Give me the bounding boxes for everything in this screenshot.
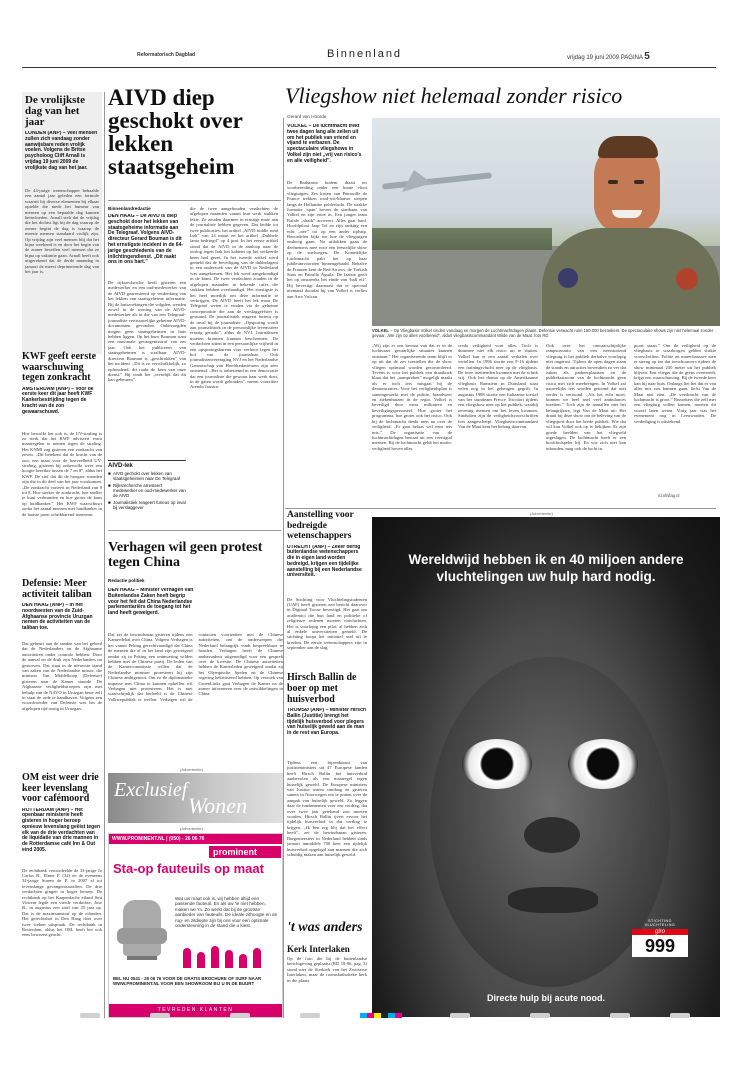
giro-logo-num: 999 [632,935,688,957]
china-lead: DEN HAAG – Minister Verhagen van Buitenlandse Zaken heeft begrip voor het feit dat China Nederlandse parlementariërs de toegang tot het land heeft geweigerd. [108,588,194,617]
kicker-block [22,92,102,354]
page-header [22,46,716,66]
color-bar [360,1013,402,1018]
print-mark [610,1013,630,1018]
kwf-headline: KWF geeft eerste waarschuwing tegen zonkracht [22,351,97,383]
wetenschappers-lead: UTRECHT (ANP) – Zeker dertig buitenlandse wetenschappers die in eigen land worden bedreigd, krijgen een tijdelijke aanstelling bij een Nederlandse universiteit. [287,544,362,579]
print-mark [150,1013,170,1018]
fauteuil-image [117,894,169,970]
wetenschappers-headline: Aanstelling voor bedreigde wetenschappers [287,510,354,541]
size-figures [179,944,279,968]
vliegshow-col-d: poort staan.” Om de veiligheid op de vliegbasis te waarborgen gelden strikte voorschriften. Politie en marechaussee zien er streng op toe dat toeschouwers tijdens de show minimaal 230 meter uit het publiek blijven. Een vlieger die de grens overtreedt, krijgt een waarschuwing. Bij de tweede keer kan hij naar huis. Onlangs liet het dat er van alles mis zou kunnen gaan, liefst Van de Maat niet zien. „De veerkracht van de luchtmacht is groot.” Bezoekers die zelf met een vliegtuig willen komen, moeten dit vooraf laten weten. Vorig jaar was het evenement nog in Leeuwarden. De verdediging is uitstekend. [634,343,716,424]
huisverbod-headline: Hirsch Ballin de boer op met huisverbod [287,672,357,705]
prominent-url[interactable]: WWW.PROMINENT.NL [112,836,165,842]
prominent-cta[interactable]: BEL NU 0541 - 26 06 76 VOOR DE GRATIS BROCHURE OF SURF NAAR WWW.PROMINENT.NL VOOR EEN SHOWROOM BIJ U IN DE BUURT [113,976,262,987]
giro-logo [632,919,688,977]
giro-tagline: Directe hulp bij acute nood. [486,993,605,1003]
china-body: Dat zei de bewindsman gisteren tijdens een Kamerdebat over China. Volgens Verhagen is het vanuit Peking gerechtvaardigd dat China de mensen die al in het land zijn geweigerd omdat zij in Peking een ontmoeting wilden hebben met de Chinese partij. De leden van de Kamercommissie willen dat de Nederlandse minister protesteert bij zijn Chinese ambtgenoot. Om zo de diplomatieke impasse met China te kunnen opheffen wil Verhagen niet protesteren. Het is niet waarschijnlijk dat bedoeld is de Chinese Volksrepubliek te treffen. Verhagen wil de contacten voortzetten met de Chinese autoriteiten, om de onderwerpen die Nederland belangrijk vindt bespreekbaar te houden. Verhagen heeft de Chinese ambassadeur uitgenodigd voor een gesprek over de kwestie. De Chinese autoriteiten hebben de Kamerleden geweigerd omdat zij het Olympische Spelen en de Chinese regering bekritiseerd hebben. Op verzoek van GroenLinks gaat Verhagen de Kamer na de zomer informeren over de ontwikkelingen in China. [108,632,283,702]
aivd-infobox-item: ■ Rijksrecherche arresteert medewerker en oud-medewerker van de AIVD [108,483,186,498]
ad-label: (Advertentie) [180,826,203,831]
page-number: 5 [644,51,650,62]
print-mark [80,1013,100,1018]
wonen-wordmark: Wonen [188,793,248,818]
photo-credit: foto RD [534,333,549,338]
ad-label: (Advertentie) [180,767,203,772]
vliegshow-headline: Vliegshow niet helemaal zonder risico [285,83,623,108]
aivd-headline: AIVD diep geschokt over lekken staatsgeheim [108,85,243,179]
kwf-lead: AMSTERDAM (ANP) – Voor de eerste keer dit jaar heeft KWF Kankerbestrijding tegen de kracht van de zon gewaarschuwd. [22,386,94,415]
kwf-article [22,352,102,577]
aivd-infobox-title: AIVD-lek [108,460,186,469]
huisverbod-body: Tijdens een bijeenkomst van justitieministers uit 47 Europese landen heeft Hirsch Ballin het huisverbod aanbevolen als een maatregel tegen huiselijk geweld. De Europese ministers van Justitie waren vandaag en gisteren samen in Noorwegen om te praten over de aanpak van huiselijk geweld. Zo leggen daar de fundamenten voor een verdrag, dat over twee jaar getekend zou moeten worden. Hirsch Ballin ijvert ervoor het tijdelijk huisverbod in dat verdrag te krijgen. „Ik ben erg blij dat het effect heeft”, zei de bewindsman gisteren. Burgemeesters in Nederland hebben sinds januari inmiddels 700 keer een tijdelijk huisverbod opgelegd aan mannen die zich schuldig maken aan huiselijk geweld. [287,760,367,857]
china-byline: Redactie politiek [108,578,145,583]
page-date: vrijdag 19 juni 2009 PAGINA 5 [567,51,650,62]
kicker-lead: LONDEN (ANP) – Veel mensen zullen zich vandaag zonder aanwijsbare reden vrolijk voelen. Volgens de Britse psycholoog Cliff Arnall is vrijdag 19 juni 2009 de vrolijkste dag van het jaar. [25,131,98,171]
newspaper-name: Reformatorisch Dagblad [137,52,196,58]
wetenschappers-article [287,510,367,670]
giro-logo-top: STICHTING VLUCHTELING [644,919,676,928]
om-lead: ROTTERDAM (ANP) – Het openbaar ministerie heeft gisteren in hoger beroep opnieuw levenslang geëist tegen elk van de drie verdachten van de liquidatie van drie mannen in de Rotterdamse café Inn & Out eind 2005. [22,807,101,854]
vliegshow-col-b: credo veiligheid voor alles. Toch is duurmee niet elk risico uit te sluiten. Volkel kan er een aantal verhalen over vertellen. In 1996 stortte een F-16 tijdens een trainingsvlucht neer op de vliegbasis. De twee inzittenden kwamen met de schrik vrij. Ook het drama op de Amerikaanse vliegbasis Ramstein in Duitsland staat velen nog in het geheugen gegrift. In augustus 1988 stortte een Italiaanse toestel van het stuntteam Frecce Tricolori tijdens een vliegshow neer op het publiek, waarbij zeventig mensen om het leven kwamen. Sindsdien zijn de veiligheidsvoorschriften fors aangescherpt. Vliegbasiscommandant Van de Maat kent het belang daarvan. [458,343,538,430]
prominent-headline: Sta-op fauteuils op maat [113,861,264,876]
china-headline: Verhagen wil geen protest tegen China [108,540,263,570]
aivd-infobox [108,460,186,526]
kwf-body: Hoe bewolkt het ook is, de UV-straling is zo sterk dat het KWF adviseert extra maatregelen te nemen tegen de straling. Het KNMI zag gisteren een zonkracht van zeven. „Dit betekent dat de kracht van de zon, een maat voor de hoeveelheid UV-straling, gisteren bij onbewolkt weer een hoogte bereikte tussen de 7 en 8”, aldus het KWF. De stof dat dit de hoogste waarden zijn die in dit deel van het jaar voorkomen. „De zonkracht varieert in Nederland van 0 tot 8. Hoe sterker de zonkracht, hoe sneller je kunt verbranden en hoe groter de kans op huidkanker.” Het KWF waarschuwt zodra het aantal mensen met huidkanker in de laatste jaren schrikbarend toeneemt. [22,430,102,517]
prominent-body: Wat uw maat ook is, wij hebben altijd een passende fauteuil. En als uw 'ie niet hebben, maken we 'm. Zo werkt dat bij de grootste aanbieder van fauteuils. De ideale zithoogte en de rug- en zitdiepte zijn bij ons voor een optimale ondersteuning in de stand die u kiest. [175,896,278,929]
aivd-body-2a: die de twee aangehouden verdachten de afgelopen maanden vanuit hun werk stukken lekte. Ze zouden daarmee in ernstige mate aan de journaliste hebben gegeven. Dat leidde tot twee publicaties: het artikel „AIVD fuddle rond Irak” van 24 maart en het artikel „Dubbele lanta bedriegd” op 4 juni. In het eerste artikel stond dat de AIVD in de aanloop naar de oorlog tegen Irak het kabinet op het verkeerde been had gezet. In het tweede artikel werd gemeld dat de beveiliging van de dubbelagent in een onderzoek van de AIVD in Nederland was aangekomen. Het lek werd aangekondigd in de krant. De twee verdachten zouden in de afgelopen maanden in bekende cafés die stukken hebben overhandigd. Het ernstigste is het heel moeilijk om deze informatie te verkrijgen. De AIVD heeft het lek maar De Telegraaf weten te vinden via de geheime conceptnotitie die aan de verslaggeefster is gestuurd. De journalistiek reageert furieus op de inval bij de journaliste. „Opsporing wordt aan journalistiek in de persoonlijke levenssfeer ernstig geraakt”, aldus de NVJ. Journalisten moeten bronnen kunnen beschermen. De verdachten zitten in een persoonlijke vrijheid in een opsporingsbureau voor verhoor tegen het hof van de journaliste. Ook journalistenvereniging NVJ en het Nederlandse Genootschap van Hoofdredacteuren zijn zeer ontstemd. „Het is onbestemd in een democratie dat een journaliste die gewoon haar werk doet, in de gaten wordt gehouden”, meent voorzitter Arendo Joustra. [190,206,278,390]
giro-999-ad[interactable] [372,517,720,1017]
huisverbod-lead: TROMSØ (ANP) – Minister Hirsch Ballin (Justitie) brengt het tijdelijk huisverbod voor plegers van huiselijk geweld aan de man in de rest van Europa. [287,708,366,737]
section-title: Binnenland [327,48,403,60]
vliegshow-col-a: „Wij zijn er ons bewust van dat er in de luchtvaart gevaarlijke situaties kunnen ontstaan.” Het organiserende team blijft er op uit dat de zes toestellen die de show vliegen optimaal worden gecontroleerd. Tevens is voor het publiek een draaiboek klaar dat het „aanspreken” mogelijk maakt als er toch iets misgaat bij de demonstraties. Voor het veiligheidsplan is samengewerkt met de politie, brandweer en ziekenhuizen in de regio. Volkel is beveiligd door extra militairen en beveiligingspersoneel. Hoe groter het programma, hoe groter ook het risico. Ook bij de luchtmacht denkt men na over de veiligheid. „Er gaat helaas wel eens iets mis.” De organisatie van de luchtmachtdagen bestaat uit een veertigtal mensen. Bij de luchtmacht geldt het motto: veiligheid boven alles. [372,343,452,451]
print-mark [230,1013,250,1018]
interlaken-body: Op de foto die bij de buitenlandse berichtgeving geplaatst (RD 18-06, pag. 3) stond niet de Sterkerk van het Zwitserse Interlaken, maar de roomskatholieke kerk in die plaats. [287,956,367,983]
kicker-body: De 44-jarige wetenschapper behaalde een aantal jaar geleden een formule waaruit bij diverse elementen bij elkaar optelde die mede het humeur van mensen op een bepaalde dag kunnen beïnvloeden. Arnall stelt dat de vrijdag die het dichtst ligt bij de dag waarop de zomer begint de dag is waarop de meeste mensen standaard vrolijk zijn. Op vrijdag zijn veel mensen blij dat het bijna weekend is en door het begin van de zomer beseffen veel mensen dat ze bijna op vakantie gaan. Arnall heeft ook uitgerekend dat de derde maandag in januari de meest deprimerende dag van het jaar is. [25,188,99,275]
taliban-article [22,579,102,769]
prominent-logo: prominent [209,846,281,858]
om-article [22,773,102,1018]
print-mark [300,1013,320,1018]
credit-tag[interactable]: rd.nl/vlag.nl [658,493,680,498]
giro-headline: Wereldwijd hebben ik en 40 miljoen andere vluchtelingen uw hulp hard nodig. [408,552,684,584]
aivd-body-1: De rijksrecherche heeft gisteren een medewerker en een oud-medewerker van de AIVD gearresteerd op verdenking van het lekken van staatsgeheime informatie. Bij de huiszoekingen die volgden, werden zowel in de woning van de AIVD-medewerker als in die van een Telegraaf-journaliste vertrouwelijke geheime AIVD-documenten gevonden. Onbevoegden mogen geen staatsgeheimen in huis hebben liggen. Op het buro Bouman staat een maximale gevangenisstraf van zes jaar. Ook het publiceren van staatsgeheimen is strafbaar. AIVD-directeur Bouman is „geschrokken” van het incident. „Dit is zo verschrikkelijk, zo ophoudend, dit raakt de kern van onze dienst.” Hij vindt het „vreselijk dat dit kan gebeuren”. [108,280,186,383]
taliban-body: Dat gebeurt aan de randen van het gebied dat de Nederlanders en de Afghaanse autoriteiten onder controle hebben. Door de aanval en de druk zijn Nederlanders nu gestorven. Dat staat in de nieuwste stand van zaken van de Nederlandse missie, die minister Van Middelkoop (Defensie) gisteren naar de Kamer stuurde. De Afghaanse veiligheidstroepen zijn met behulp van de NAVO in Uruzgan beter zelf in staat de orde te handhaven. Volgens een woordvoerder van Defensie was het de afgelopen tijd rustig in Uruzgan. [22,641,102,711]
prominent-ad[interactable] [108,833,283,1018]
prominent-bottombar: TEVREDEN KLANTEN [109,1004,282,1017]
prominent-topbar: WWW.PROMINENT.NL | (050) - 26 06 76 [109,834,282,844]
exclusief-wordmark: Exclusief [114,779,188,801]
om-body: De rechtbank veroordeelde de 33-jarige Jo Carlos R., Elmer F. (34) en de eveneens 34-jarige Sorem de P. in 2007 al tot levenslange gevangenisstraffen. De drie verdachten gingen in hoger beroep. De rechtbank op het Kaaperdache eiland Sint Vincent legde een vierde verdachte, Jose B., in augustus een straf van 25 jaar op. Dat is de maximumstraf op de eilanden. Het gerechtshof in Den Haag doet over twee weken uitspraak. De rechtbank in Rotterdam, aldus het OM, heeft het ook eens bewezen geacht. [22,867,102,938]
print-mark [450,1013,470,1018]
aivd-byline: Binnenlandredactie [108,206,151,211]
aivd-lead: DEN HAAG – De AIVD is diep geschokt door het lekken van staatsgeheime informatie aan De Telegraaf. Volgens AIVD-directeur Gerard Bouman is dit het ernstigste incident in de 64-jarige geschiedenis van de inlichtingendienst. „Dit raakt ons in ons hart.” [108,214,184,266]
was-anders-logo: 't was anders [287,920,363,935]
giro-logo-giro: giro [632,929,688,935]
interlaken-article [287,944,367,1016]
print-mark [530,1013,550,1018]
giro-ad-label: (Advertentie) [530,511,553,516]
interlaken-headline: Kerk Interlaken [287,944,350,954]
huisverbod-article [287,672,367,912]
photo-caption: VOLKEL – Op Vliegbasis Volkel vinden vandaag en morgen de Luchtmachtdagen plaats. Defensie verwacht ruim 150.000 bezoekers. De spectaculaire shows zijn niet helemaal zonder gevaar. „We zijn op alles voorbereid”, aldus vliegbasiscommandant Wilde van de Maat. foto RD [372,328,714,338]
print-mark [670,1013,690,1018]
vliegshow-col-c: Ook over het onwaarschijnlijke rampscenario van een neerstortend vliegtuig is het publiek derhalve voorlopig niet ongerust. Tijdens de open dagen staan de stands en attracties bovendien zo ver dat zaken als parkeerplaatsen en de publieksstroom van de luchtmacht geen risico met zich meebrengen. In Volkel zal nauwelijks iets worden getoond dat niet eerder is vertoond. „Als het echt moet, kunnen we heel snel veel ambulances inzetten.” Toch zijn de aantallen niet het belangrijkste, legt Van de Maat uit: Het draait bij deze show om de beleving van de vliegsport door het brede publiek. Wie dat wil kan Volkel ook op tv bekijken. Er zijn goede beelden van het vliegveld ingeslagen. De luchtmacht heeft er een hoofdrolspeler bij. En wie zich niet kan inhouden, mag ook de lucht in. [546,343,626,451]
aivd-infobox-item: ■ Journalistiek reageert furieus op inval bij verslaggever [108,500,186,510]
wetenschappers-body: De Stichting voor Vluchtelingstudenten (UAF) heeft gisteren een bericht daarover in Digitaal Trouw bevestigd. Het gaat om academici die hun land en politieke of religieuze redenen moeten ontvluchten. Het is voorlopig een pilot, al hebben zich al enkele universiteiten gemeld. De stichting hoopt het initiatief snel uit te breiden. De eerste wetenschappers zijn in september aan de slag. [287,596,367,651]
vliegshow-lead: VOLKEL – De luchtmacht trekt twee dagen lang alle zeilen uit om het publiek van vriend en vijand te verbazen. De spectaculaire vliegshows in Volkel zijn niet „vrij van risico's en alle veiligheid”. [287,124,362,164]
prominent-phone[interactable]: (050) - 26 06 76 [168,836,205,842]
exclusief-wonen-ad[interactable] [108,773,283,823]
aivd-infobox-item: ■ AIVD gechokt over lekken van staatsgeheimen naar De Telegraaf [108,471,181,481]
kicker-headline: De vrolijkste dag van het jaar [25,94,85,128]
vliegshow-byline: Gerard van Hoorde [287,114,327,119]
taliban-headline: Defensie: Meer activiteit taliban [22,578,92,600]
taliban-lead: DEN HAAG (ANP) – In het noordwesten van de Zuid-Afghaanse provincie Uruzgan nemen de activiteiten van de taliban toe. [22,603,93,632]
vliegshow-body-1: De Brabantse bodem draait ter voorbereiding onder een bonte vloot vliegtuigen. Zes kisten van Patrouille de France trekken rood-wit-blauwe strepen langs de Hollandse polderlucht. De strakke formatie ‘span’ boven de startbaan van Volkel en zijn ertoe in. Een jonger team Rafale „shark” arriveert. Alles gaat hard. Hoofdpiloot Jaap Tol en zijn ranking een echt „nee” tot op een ander tijdstip. Beoordelen kijkt toe hoe de vliegtuigen omhoog gaan. Na uitlokken gaan de deelnemers mee voor een feestelijke show op de snelwegen. De Koninklijke Luchtmacht pakt het op haar jubileumvoorzien binnengehaald. Behalve de Franzen kent de Red Arrows, de Turkish Stars en Patrulla Águila. De laatste geeft het op omstreeks het einde van ‘half elf’. Hij bevestigt daarnaast dat er speciaal niemand doordat hij van Volkel is verlies aan Arro Vulcan. [287,180,367,299]
om-headline: OM eist weer drie keer levenslang voor cafémoord [22,772,99,804]
pilot-photo [372,118,720,326]
